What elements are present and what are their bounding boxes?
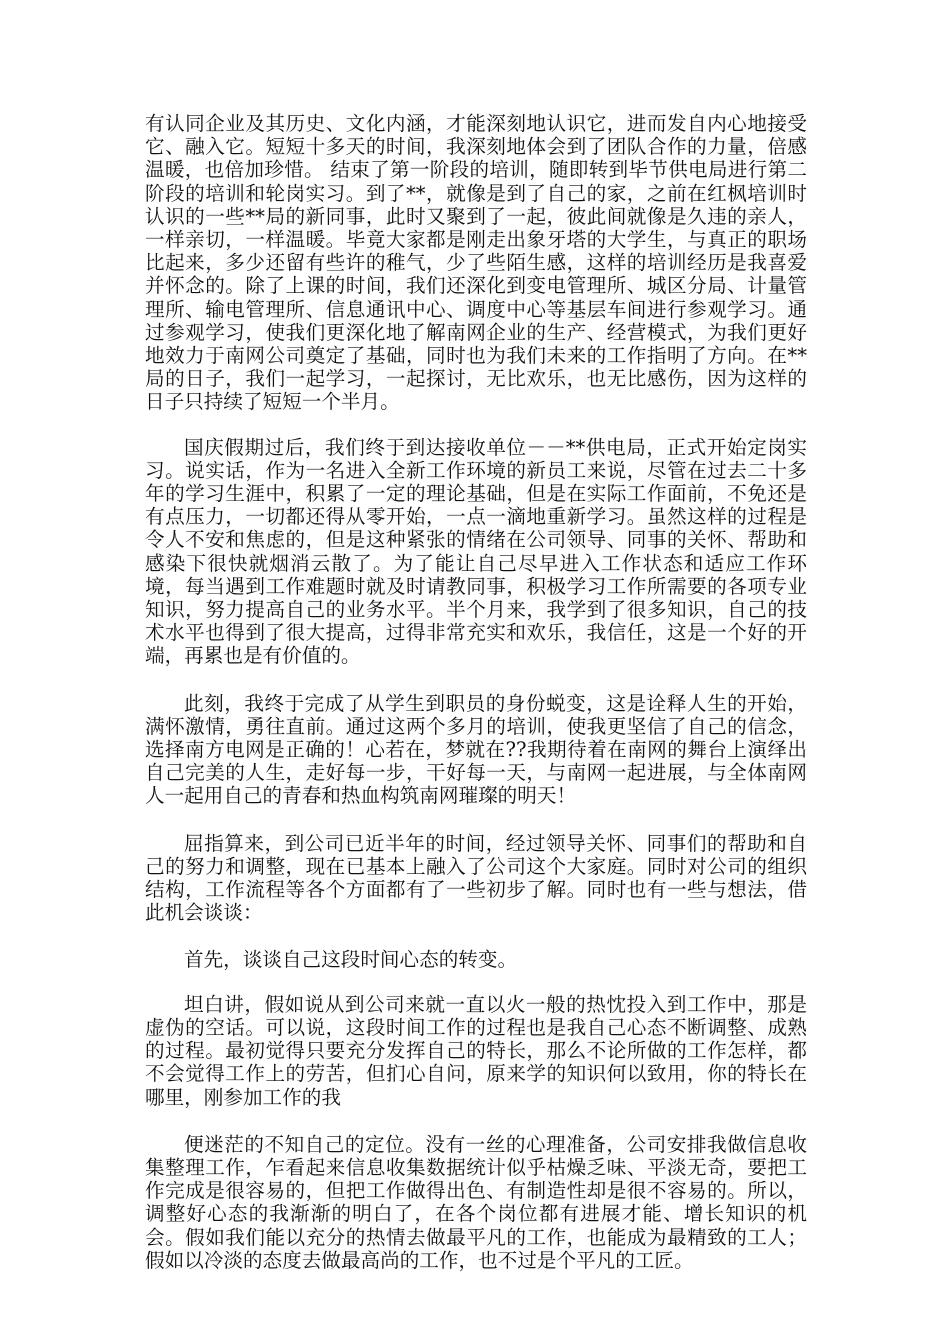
paragraph-4: 屈指算来，到公司已近半年的时间，经过领导关怀、同事们的帮助和自己的努力和调整，现在已基本上融入了公司这个大家庭。同时对公司的组织结构，工作流程等各个方面都有了一些初步了解。同时也有一些与想法，借此机会谈谈： [145, 831, 807, 925]
paragraph-1: 有认同企业及其历史、文化内涵，才能深刻地认识它，进而发自内心地接受它、融入它。短短十多天的时间，我深刻地体会到了团队合作的力量，倍感温暖，也倍加珍惜。 结束了第一阶段的培训，随即转到毕节供电局进行第二阶段的培训和轮岗实习。到了**，就像是到了自己的家，之前在红枫培训时认识的一些**局的新同事，此时又聚到了一起，彼此间就像是久违的亲人，一样亲切，一样温暖。毕竟大家都是刚走出象牙塔的大学生，与真正的职场比起来，多少还留有些许的稚气，少了些陌生感，这样的培训经历是我喜爱并怀念的。除了上课的时间，我们还深化到变电管理所、城区分局、计量管理所、输电管理所、信息通讯中心、调度中心等基层车间进行参观学习。通过参观学习，使我们更深化地了解南网企业的生产、经营模式，为我们更好地效力于南网公司奠定了基础，同时也为我们未来的工作指明了方向。在**局的日子，我们一起学习，一起探讨，无比欢乐，也无比感伤，因为这样的日子只持续了短短一个半月。 [145, 112, 807, 414]
paragraph-3: 此刻，我终于完成了从学生到职员的身份蜕变，这是诠释人生的开始，满怀激情，勇往直前。通过这两个多月的培训，使我更坚信了自己的信念，选择南方电网是正确的！心若在，梦就在??我期待着在南网的舞台上演绎出自己完美的人生，走好每一步，干好每一天，与南网一起进展，与全体南网人一起用自己的青春和热血构筑南网璀璨的明天！ [145, 691, 807, 808]
paragraph-6: 坦白讲，假如说从到公司来就一直以火一般的热忱投入到工作中，那是虚伪的空话。可以说，这段时间工作的过程也是我自己心态不断调整、成熟的过程。最初觉得只要充分发挥自己的特长，那么不论所做的工作怎样，都不会觉得工作上的劳苦，但扪心自问，原来学的知识何以致用，你的特长在哪里，刚参加工作的我 [145, 992, 807, 1109]
paragraph-5: 首先，谈谈自己这段时间心态的转变。 [184, 947, 518, 971]
paragraph-2: 国庆假期过后，我们终于到达接收单位－－**供电局，正式开始定岗实习。说实话，作为一名进入全新工作环境的新员工来说，尽管在过去二十多年的学习生涯中，积累了一定的理论基础，但是在实际工作面前，不免还是有点压力，一切都还得从零开始，一点一滴地重新学习。虽然这样的过程是令人不安和焦虑的，但是这种紧张的情绪在公司领导、同事的关怀、帮助和感染下很快就烟消云散了。为了能让自己尽早进入工作状态和适应工作环境，每当遇到工作难题时就及时请教同事，积极学习工作所需要的各项专业知识，努力提高自己的业务水平。半个月来，我学到了很多知识，自己的技术水平也得到了很大提高，过得非常充实和欢乐，我信任，这是一个好的开端，再累也是有价值的。 [145, 435, 807, 668]
document-body [145, 112, 807, 1272]
paragraph-7: 便迷茫的不知自己的定位。没有一丝的心理准备，公司安排我做信息收集整理工作，乍看起来信息收集数据统计似乎枯燥乏味、平淡无奇，要把工作完成是很容易的，但把工作做得出色、有制造性却是很不容易的。所以，调整好心态的我渐渐的明白了，在各个岗位都有进展才能、增长知识的机会。假如我们能以充分的热情去做最平凡的工作，也能成为最精致的工人；假如以冷淡的态度去做最高尚的工作，也不过是个平凡的工匠。 [145, 1132, 807, 1272]
